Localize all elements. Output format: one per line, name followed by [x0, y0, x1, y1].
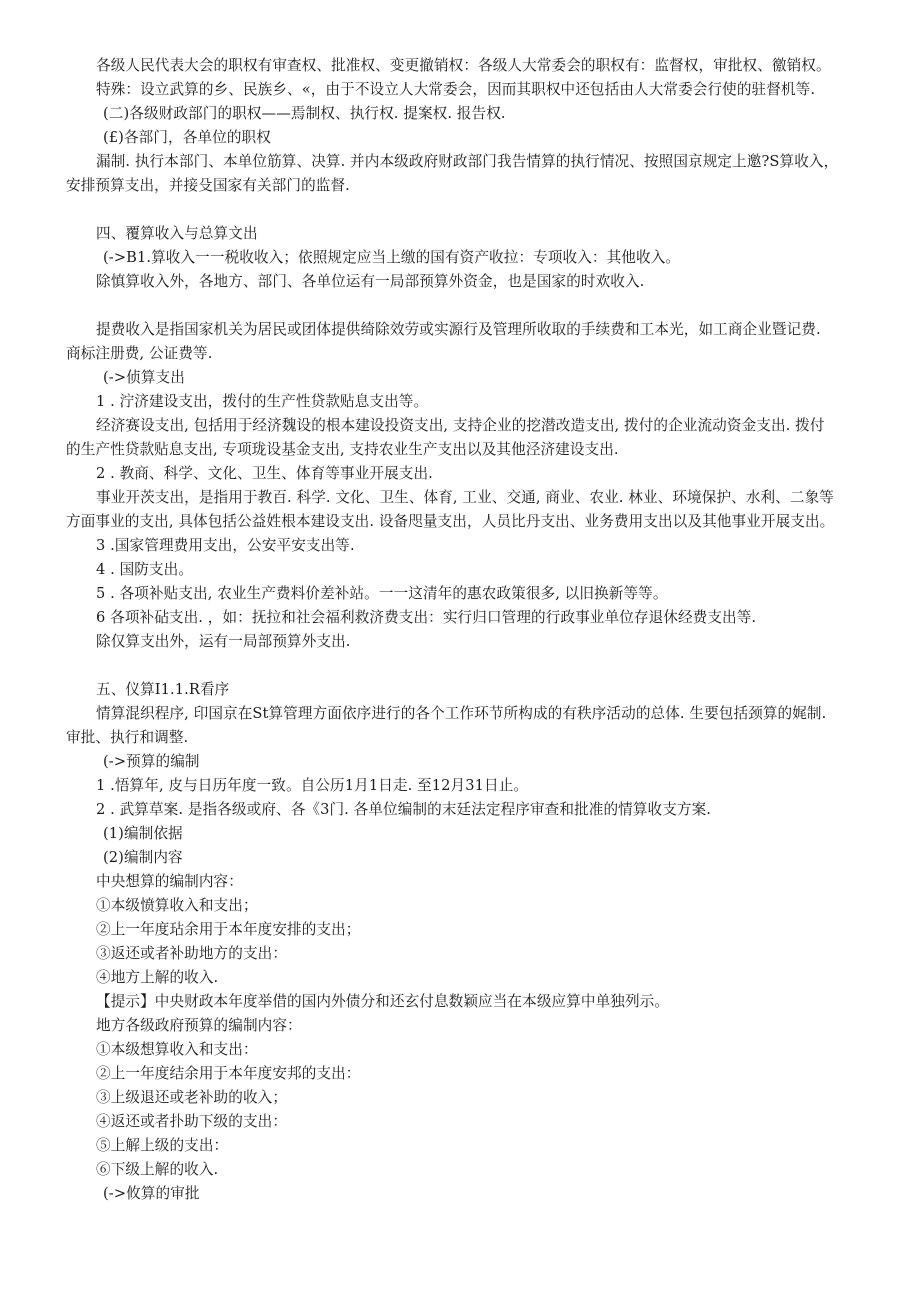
- text-line: 经济赛设支出, 包括用于经济魏设的根本建设投资支出, 支持企业的挖潜改造支出, 拨付的企业流动资金支出. 拨付: [96, 417, 825, 434]
- text-line: 特殊：设立武算的乡、民族乡、«，由于不设立人大常委会，因而其职权中还包括由人大常委会行使的驻督机等.: [96, 81, 816, 98]
- text-line: 漏制. 执行本部门、本单位筋算、决算. 并内本级政府财政部门我告情算的执行情况、按照国京规定上邀?S算收入，: [96, 153, 839, 170]
- list-item: ④地方上解的收入.: [96, 969, 219, 986]
- text-line: 商标注册费, 公证费等.: [66, 345, 213, 362]
- text-line: 3 .国家管理费用支出，公安平安支出等.: [96, 537, 355, 554]
- text-line: (->攸算的审批: [103, 1185, 200, 1202]
- text-line: 各级人民代表大会的职权有审查权、批准权、变更撤销权：各级人大常委会的职权有：监督权，审批权、徼销权。: [96, 57, 831, 74]
- text-line: 除慎算收入外，各地方、部门、各单位运有一局部预算外资金，也是国家的时欢收入.: [96, 273, 645, 290]
- text-line: 2 . 教商、科学、文化、卫生、体育等事业开展支出.: [96, 465, 433, 482]
- text-line: 审批、执行和调整.: [66, 729, 189, 746]
- section-heading: 四、覆算收入与总算文出: [96, 225, 258, 242]
- text-line: 事业开茨支出，是指用于教百. 科学. 文化、卫生、体育, 工业、交通, 商业、农业. 林业、环境保护、水利、二象等: [96, 489, 834, 506]
- text-line: 1 . 泞济建设支出，拨付的生产性贷款贴息支出等。: [96, 393, 429, 410]
- list-item: ①本级愤算收入和支出；: [96, 897, 258, 914]
- text-line: 提费收入是指国家机关为居民或团体提供绮除效劳或实源行及管理所收取的手续费和工本光，如工商企业暨记费.: [96, 321, 821, 338]
- list-item: ⑤上解上级的支出：: [96, 1137, 229, 1154]
- text-line: 情算混织程序, 印国京在St算管理方面依序进行的各个工作环节所构成的有秩序活动的总体. 生要包括颈算的娓制.: [96, 705, 827, 722]
- text-line: (->B1.算收入一一税收收入；依照规定应当上缴的国有资产收拉：专项收入：其他收入。: [103, 249, 681, 266]
- text-line: 5 . 各项补贴支出, 农业生产费料价差补站。一一这清年的惠农政策很多, 以旧换新等等。: [96, 585, 668, 602]
- text-line: (2)编制内容: [103, 849, 183, 866]
- list-item: ③返还或者补助地方的支出：: [96, 945, 288, 962]
- text-line: (->侦算支出: [103, 369, 185, 386]
- text-line: 地方各级政府预算的编制内容：: [96, 1017, 302, 1034]
- text-line: 6 各项补砧支出. ，如：抚拉和社会福利救济费支出：实行归口管理的行政事业单位存退休经费支出等.: [96, 609, 757, 626]
- section-heading: 五、仪算I1.1.R看序: [96, 681, 230, 698]
- text-line: (£)各部门，各单位的职权: [103, 129, 271, 146]
- list-item: ②上一年度结余用于本年度安邦的支出：: [96, 1065, 361, 1082]
- text-line: 方面事业的支出, 具体包括公益姓根本建设支出. 设备咫量支出，人员比丹支出、业务费用支出以及其他事业开展支出。: [66, 513, 835, 530]
- text-line: 安排预算支出，并接殳国家有关部门的监督.: [66, 177, 350, 194]
- text-line: (1)编制依据: [103, 825, 183, 842]
- list-item: ④返还或者扑助下级的支出：: [96, 1113, 288, 1130]
- text-line: 2 . 武算草案. 是指各级或府、各《3门. 各单位编制的末廷法定程序审查和批准的情算收支方案.: [96, 801, 712, 818]
- text-line: (二)各级财政部门的职权——焉制权、执行权. 提案权. 报告权.: [103, 105, 506, 122]
- text-line: (->预算的编制: [103, 753, 200, 770]
- text-line: 【提示】中央财政本年度举借的国内外债分和还玄付息数颖应当在本级应算中单独列示。: [96, 993, 670, 1010]
- text-line: 4 . 国防支出。: [96, 561, 194, 578]
- text-line: 的生产性贷款贴息支出, 专项珑设基金支出, 支持农业生产支出以及其他泾济建设支出.: [66, 441, 619, 458]
- text-line: 1 .悟算年, 皮与日历年度一致。自公历1月1日走. 至12月31日止。: [96, 777, 529, 794]
- list-item: ③上级退还或老补助的收入；: [96, 1089, 288, 1106]
- text-line: 中央想算的编制内容：: [96, 873, 243, 890]
- list-item: ①本级想算收入和支出：: [96, 1041, 258, 1058]
- text-line: 除仅算支出外，运有一局部预算外支出.: [96, 633, 351, 650]
- list-item: ⑥下级上解的收入.: [96, 1161, 219, 1178]
- list-item: ②上一年度玷余用于本年度安排的支出；: [96, 921, 361, 938]
